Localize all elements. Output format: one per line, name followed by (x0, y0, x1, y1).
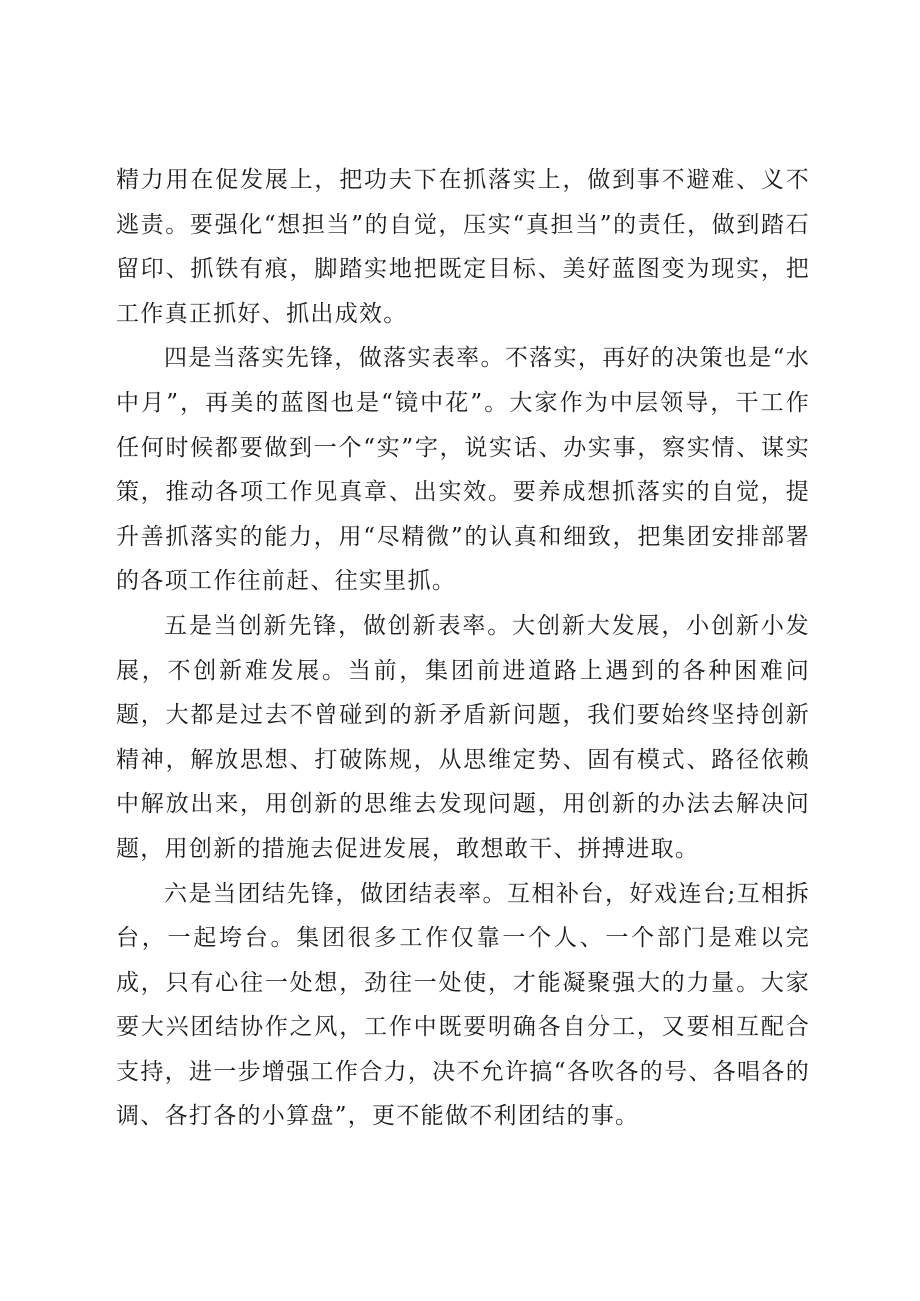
document-body (116, 158, 810, 1139)
paragraph-unity-pioneer: 六是当团结先锋，做团结表率。互相补台，好戏连台;互相拆台，一起垮台。集团很多工作仅靠一个人、一个部门是难以完成，只有心往一处想，劲往一处使，才能凝聚强大的力量。大家要大兴团结协作之风，工作中既要明确各自分工，又要相互配合支持，进一步增强工作合力，决不允许搞“各吹各的号、各唱各的调、各打各的小算盘”，更不能做不利团结的事。 (116, 880, 810, 1130)
paragraph-innovation-pioneer: 五是当创新先锋，做创新表率。大创新大发展，小创新小发展，不创新难发展。当前，集团前进道路上遇到的各种困难问题，大都是过去不曾碰到的新矛盾新问题，我们要始终坚持创新精神，解放思想、打破陈规，从思维定势、固有模式、路径依赖中解放出来，用创新的思维去发现问题，用创新的办法去解决问题，用创新的措施去促进发展，敢想敢干、拼搏进取。 (116, 612, 810, 862)
paragraph-implementation-pioneer: 四是当落实先锋，做落实表率。不落实，再好的决策也是“水中月”，再美的蓝图也是“镜中花”。大家作为中层领导，干工作任何时候都要做到一个“实”字，说实话、办实事，察实情、谋实策，推动各项工作见真章、出实效。要养成想抓落实的自觉，提升善抓落实的能力，用“尽精微”的认真和细致，把集团安排部署的各项工作往前赶、往实里抓。 (116, 345, 810, 595)
paragraph-continuation: 精力用在促发展上，把功夫下在抓落实上，做到事不避难、义不逃责。要强化“想担当”的自觉，压实“真担当”的责任，做到踏石留印、抓铁有痕，脚踏实地把既定目标、美好蓝图变为现实，把工作真正抓好、抓出成效。 (116, 167, 810, 327)
